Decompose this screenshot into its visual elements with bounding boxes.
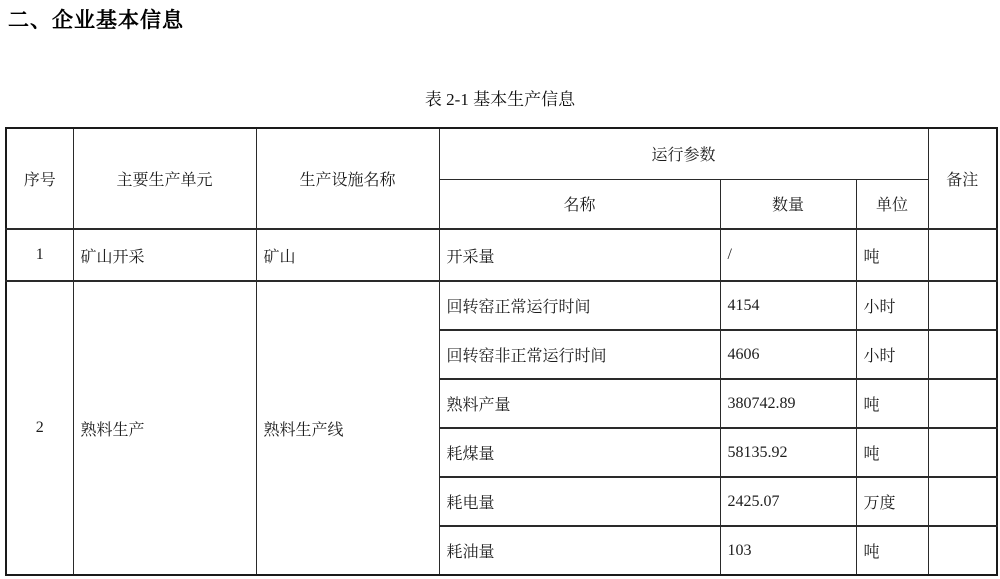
cell-param-unit: 吨: [856, 428, 928, 477]
cell-remark: [928, 526, 997, 575]
cell-param-name: 耗电量: [439, 477, 720, 526]
cell-param-unit: 吨: [856, 379, 928, 428]
col-header-facility: 生产设施名称: [256, 128, 439, 229]
header-row-1: [6, 128, 997, 179]
cell-facility: 熟料生产线: [256, 281, 439, 575]
cell-param-unit: 万度: [856, 477, 928, 526]
cell-facility: 矿山: [256, 229, 439, 281]
table-row: [6, 281, 997, 330]
cell-remark: [928, 379, 997, 428]
cell-param-name: 耗煤量: [439, 428, 720, 477]
cell-index: 2: [6, 281, 73, 575]
col-header-param-qty: 数量: [720, 179, 856, 229]
col-header-unit: 主要生产单元: [73, 128, 256, 229]
cell-remark: [928, 330, 997, 379]
table-caption: 表 2-1 基本生产信息: [424, 90, 576, 109]
cell-param-name: 回转窑正常运行时间: [439, 281, 720, 330]
cell-param-qty: 103: [720, 526, 856, 575]
col-header-param-unit: 单位: [856, 179, 928, 229]
cell-param-unit: 吨: [856, 229, 928, 281]
cell-param-name: 回转窑非正常运行时间: [439, 330, 720, 379]
cell-param-qty: 58135.92: [720, 428, 856, 477]
basic-production-info-table: [5, 127, 998, 576]
cell-param-qty: 4606: [720, 330, 856, 379]
col-header-remark: 备注: [928, 128, 997, 229]
cell-param-qty: /: [720, 229, 856, 281]
cell-remark: [928, 281, 997, 330]
cell-param-name: 耗油量: [439, 526, 720, 575]
cell-param-qty: 380742.89: [720, 379, 856, 428]
cell-param-qty: 4154: [720, 281, 856, 330]
cell-param-unit: 小时: [856, 330, 928, 379]
cell-remark: [928, 428, 997, 477]
cell-index: 1: [6, 229, 73, 281]
cell-param-name: 开采量: [439, 229, 720, 281]
col-header-param-name: 名称: [439, 179, 720, 229]
cell-param-name: 熟料产量: [439, 379, 720, 428]
cell-unit: 矿山开采: [73, 229, 256, 281]
cell-remark: [928, 477, 997, 526]
cell-unit: 熟料生产: [73, 281, 256, 575]
col-header-index: 序号: [6, 128, 73, 229]
cell-param-unit: 吨: [856, 526, 928, 575]
cell-param-unit: 小时: [856, 281, 928, 330]
cell-param-qty: 2425.07: [720, 477, 856, 526]
col-header-params-group: 运行参数: [439, 128, 928, 179]
cell-remark: [928, 229, 997, 281]
section-heading: 二、企业基本信息: [8, 9, 184, 32]
table-row: [6, 229, 997, 281]
